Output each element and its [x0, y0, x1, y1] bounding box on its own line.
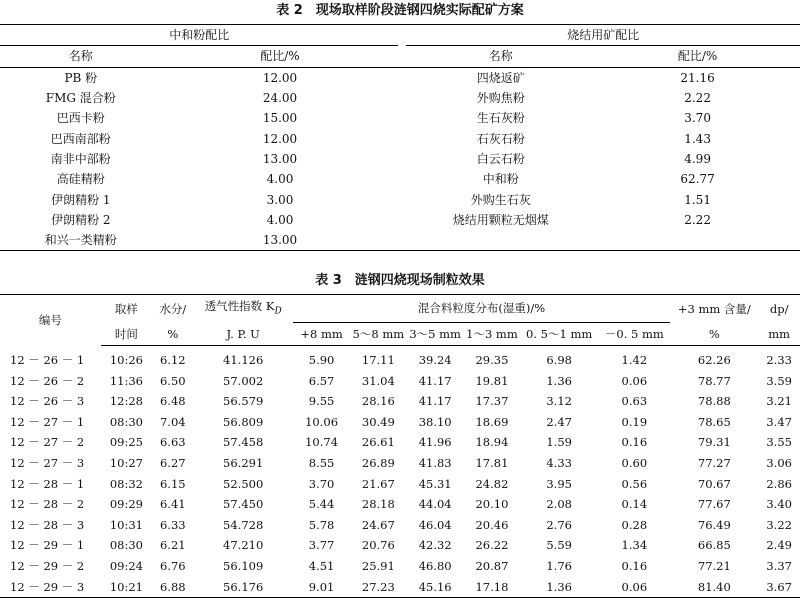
- table3-05to1: 4.33: [546, 456, 572, 471]
- table3-plus3-content: 76.49: [697, 517, 731, 532]
- table3-1to3: 18.94: [475, 435, 509, 450]
- table3-id: 12 － 26 － 3: [10, 394, 85, 409]
- table3-plus3-content: 78.77: [697, 373, 731, 388]
- table3-05to1: 5.59: [546, 538, 572, 553]
- table3-minus05: 1.42: [621, 353, 648, 368]
- table3-water: 6.12: [159, 353, 186, 368]
- table2-right-name: [406, 230, 595, 251]
- table3-3to5: 38.10: [418, 414, 452, 429]
- table3-plus3-content: 79.31: [697, 435, 731, 450]
- table3-minus05: 1.34: [621, 538, 648, 553]
- table3-time: 09:29: [109, 497, 143, 512]
- table2-header-name-right: 名称: [406, 46, 595, 67]
- table3-5to8: 24.67: [361, 517, 395, 532]
- table3-plus8: 9.01: [293, 576, 351, 597]
- table3-time: 08:32: [109, 476, 143, 491]
- table2-group-left: 中和粉配比: [0, 25, 398, 46]
- table2-row: [0, 149, 800, 169]
- table3-1to3: 24.82: [475, 476, 509, 491]
- table3-permeability: 56.579: [223, 394, 264, 409]
- table3-plus8: 5.78: [308, 517, 335, 532]
- table3-dp: 3.55: [766, 435, 792, 450]
- table3-header-dist-1: 5～8 mm: [350, 322, 406, 345]
- table3-5to8: 28.18: [361, 497, 395, 512]
- table3-dp: 3.06: [766, 456, 792, 471]
- table2-header-ratio-left: 配比/%: [162, 46, 399, 67]
- table3-05to1: 1.59: [546, 435, 572, 450]
- table3-plus3-content: 66.85: [697, 538, 731, 553]
- table3-water: 6.88: [152, 576, 194, 597]
- table2-right-name: 白云石粉: [476, 151, 525, 166]
- table2-left-ratio: 13.00: [262, 151, 298, 166]
- table3-water: 6.27: [159, 456, 186, 471]
- table2-left-ratio: 15.00: [262, 111, 298, 126]
- table3-5to8: 17.11: [361, 353, 395, 368]
- table3-time: 12:28: [109, 394, 143, 409]
- table3-plus8: 9.55: [308, 394, 335, 409]
- table2-right-ratio: 2.22: [684, 212, 711, 227]
- table2-left-name: 巴西卡粉: [56, 111, 105, 126]
- table3-05to1: 2.47: [546, 414, 572, 429]
- table2-left-ratio: 24.00: [262, 91, 298, 106]
- table2-right-name: 烧结用颗粒无烟煤: [452, 212, 549, 227]
- table2-right-name: 外购生石灰: [470, 192, 531, 207]
- table3-minus05: 0.56: [621, 476, 648, 491]
- table3-plus3-content: 70.67: [697, 476, 731, 491]
- table3-minus05: 0.63: [621, 394, 648, 409]
- table3-dp: 3.47: [766, 414, 792, 429]
- table2-right-ratio: [595, 230, 800, 251]
- table3-plus8: 10.06: [305, 414, 339, 429]
- table3-plus8: 8.55: [308, 456, 335, 471]
- table3-row: [0, 494, 800, 515]
- table3-row: [0, 473, 800, 494]
- table3-plus8: 5.90: [308, 353, 335, 368]
- table2-left-name: 南非中部粉: [50, 151, 111, 166]
- table3-5to8: 20.76: [361, 538, 395, 553]
- table2-left-ratio: 12.00: [262, 70, 298, 85]
- table3-time: 09:24: [109, 559, 143, 574]
- table3-permeability: 41.126: [223, 353, 264, 368]
- table3-time: 10:27: [109, 456, 143, 471]
- table3-row: [0, 412, 800, 433]
- table3-plus3-content: 62.26: [697, 353, 731, 368]
- table3-header-water-top: 水分/: [152, 295, 194, 323]
- table3-plus8: 6.57: [308, 373, 335, 388]
- table2-row: [0, 210, 800, 230]
- table3-dp: 3.37: [766, 559, 792, 574]
- table3-water: 6.76: [159, 559, 186, 574]
- table3-3to5: 41.83: [418, 456, 452, 471]
- table3-time: 08:30: [109, 538, 143, 553]
- table3-permeability: 52.500: [223, 476, 264, 491]
- table3-header-dist-0: +8 mm: [293, 322, 351, 345]
- table3-3to5: 46.04: [418, 517, 452, 532]
- table3-permeability: 56.809: [223, 414, 264, 429]
- table3-1to3: 26.22: [475, 538, 509, 553]
- table2-left-name: 和兴一类精粉: [0, 230, 162, 251]
- table3-permeability: 57.450: [223, 497, 264, 512]
- table3-row: [0, 576, 800, 597]
- table3-row: [0, 370, 800, 391]
- table3-header-time-top: 取样: [101, 295, 152, 323]
- table3-water: 7.04: [159, 414, 186, 429]
- table3-water: 6.15: [159, 476, 186, 491]
- table3-row: [0, 515, 800, 536]
- table3-id: 12 － 29 － 1: [10, 538, 85, 553]
- table3-row: [0, 391, 800, 412]
- table2-left-name: 伊朗精粉 2: [51, 212, 111, 227]
- table3-3to5: 39.24: [418, 353, 452, 368]
- table2-header-ratio-right: 配比/%: [595, 46, 800, 67]
- table3-id: 12 － 27 － 2: [10, 435, 85, 450]
- table3-time: 10:31: [109, 517, 143, 532]
- table2-row: [0, 88, 800, 108]
- table3-3to5: 42.32: [418, 538, 452, 553]
- table3-3to5: 45.16: [406, 576, 464, 597]
- table2-left-ratio: 4.00: [266, 212, 294, 227]
- table2-row: [0, 230, 800, 251]
- table3-dp: 3.22: [766, 517, 792, 532]
- table3-1to3: 17.18: [464, 576, 520, 597]
- table3-row: [0, 432, 800, 453]
- table2-right-ratio: 1.43: [684, 131, 711, 146]
- table2-right-name: 中和粉: [482, 172, 519, 187]
- table3-header-perm-bottom: J. P. U: [194, 322, 293, 345]
- table3-permeability: 47.210: [223, 538, 264, 553]
- table3-header-dist-4: 0. 5～1 mm: [520, 322, 598, 345]
- table3-minus05: 0.60: [621, 456, 648, 471]
- table2-right-ratio: 3.70: [684, 111, 711, 126]
- table2-left-name: 高硅精粉: [56, 172, 105, 187]
- table3-row: [0, 345, 800, 370]
- table3-water: 6.48: [159, 394, 186, 409]
- table2-right-ratio: 62.77: [680, 172, 715, 187]
- table3-plus8: 10.74: [305, 435, 339, 450]
- table3-minus05: 0.19: [621, 414, 648, 429]
- table2-right-ratio: 4.99: [684, 151, 711, 166]
- table3-permeability: 56.291: [223, 456, 264, 471]
- table3-1to3: 19.81: [475, 373, 509, 388]
- table3-permeability: 56.176: [194, 576, 293, 597]
- table3-1to3: 29.35: [475, 353, 509, 368]
- table2-row: [0, 108, 800, 128]
- table3-1to3: 20.46: [475, 517, 509, 532]
- table3-header-water-bottom: %: [152, 322, 194, 345]
- table3-id: 12 － 28 － 1: [10, 476, 85, 491]
- table3-1to3: 18.69: [475, 414, 509, 429]
- table2-left-ratio: 13.00: [162, 230, 399, 251]
- table3-plus3-content: 77.21: [697, 559, 731, 574]
- table3-water: 6.41: [159, 497, 186, 512]
- table3-plus3-content: 77.67: [697, 497, 731, 512]
- table2-left-name: 伊朗精粉 1: [51, 192, 111, 207]
- table3-row: [0, 453, 800, 474]
- table3-plus3-content: 81.40: [670, 576, 758, 597]
- table3-header-dp-bottom: mm: [758, 322, 800, 345]
- table3-5to8: 26.89: [361, 456, 395, 471]
- table3-05to1: 3.12: [546, 394, 572, 409]
- table3-time: 11:36: [109, 373, 143, 388]
- table3-row: [0, 535, 800, 556]
- table3-minus05: 0.06: [621, 373, 648, 388]
- table2-right-ratio: 1.51: [684, 192, 711, 207]
- table3-dp: 3.21: [766, 394, 792, 409]
- table2-right-name: 石灰石粉: [476, 131, 525, 146]
- table2-left-name: FMG 混合粉: [45, 91, 116, 106]
- table3-water: 6.21: [159, 538, 186, 553]
- table3-minus05: 0.14: [621, 497, 648, 512]
- table2-left-ratio: 3.00: [266, 192, 294, 207]
- table3-permeability: 57.458: [223, 435, 264, 450]
- table3-plus8: 3.70: [308, 476, 335, 491]
- table3-minus05: 0.06: [598, 576, 670, 597]
- table3-id: 12 － 27 － 3: [10, 456, 85, 471]
- table3-5to8: 28.16: [361, 394, 395, 409]
- table3-plus3-content: 77.27: [697, 456, 731, 471]
- table2-row: [0, 189, 800, 209]
- table2-left-ratio: 12.00: [262, 131, 298, 146]
- table2-right-ratio: 21.16: [680, 70, 715, 85]
- table3-permeability: 54.728: [223, 517, 264, 532]
- table3-dp: 2.33: [766, 353, 792, 368]
- table3-5to8: 27.23: [350, 576, 406, 597]
- table3-minus05: 0.28: [621, 517, 648, 532]
- table3-3to5: 46.80: [418, 559, 452, 574]
- table2: [0, 24, 800, 251]
- table3-minus05: 0.16: [621, 559, 648, 574]
- table3-3to5: 41.96: [418, 435, 452, 450]
- table3-permeability: 56.109: [223, 559, 264, 574]
- table3-05to1: 3.95: [546, 476, 572, 491]
- table3-05to1: 1.76: [546, 559, 572, 574]
- table3-header-id: 编号: [0, 295, 101, 346]
- table2-right-name: 外购焦粉: [476, 91, 525, 106]
- table2-group-right: 烧结用矿配比: [406, 25, 800, 46]
- table3-time: 09:25: [109, 435, 143, 450]
- table3-id: 12 － 26 － 1: [10, 352, 85, 367]
- table3-header-dist-2: 3～5 mm: [406, 322, 464, 345]
- table3-dp: 3.59: [766, 373, 792, 388]
- table3-3to5: 45.31: [418, 476, 452, 491]
- table2-right-name: 生石灰粉: [476, 111, 525, 126]
- table3-minus05: 0.16: [621, 435, 648, 450]
- table3-3to5: 41.17: [418, 394, 452, 409]
- table3-permeability: 57.002: [223, 373, 264, 388]
- table3-time: 08:30: [109, 414, 143, 429]
- table3: [0, 294, 800, 598]
- table3-water: 6.50: [159, 373, 186, 388]
- table3-header-perm-top: 透气性指数 $K_D$: [194, 295, 293, 323]
- table2-row: [0, 169, 800, 189]
- table3-plus8: 5.44: [308, 497, 335, 512]
- table3-3to5: 41.17: [418, 373, 452, 388]
- table3-plus8: 4.51: [308, 559, 335, 574]
- table3-title: 表 3 涟钢四烧现场制粒效果: [315, 273, 485, 288]
- table2-left-name: PB 粉: [64, 70, 98, 85]
- table3-1to3: 20.10: [475, 497, 509, 512]
- table3-5to8: 21.67: [361, 476, 395, 491]
- table2-left-ratio: 4.00: [266, 172, 294, 187]
- table2-header-name-left: 名称: [0, 46, 162, 67]
- table3-1to3: 17.37: [475, 394, 509, 409]
- table3-5to8: 31.04: [361, 373, 395, 388]
- table3-id: 12 － 26 － 2: [10, 373, 85, 388]
- table3-id: 12 － 28 － 3: [10, 517, 85, 532]
- table3-plus3-content: 78.88: [697, 394, 731, 409]
- table3-5to8: 25.91: [361, 559, 395, 574]
- table3-5to8: 30.49: [361, 414, 395, 429]
- table3-id: 12 － 29 － 2: [10, 559, 85, 574]
- table3-05to1: 2.08: [546, 497, 572, 512]
- table3-header-time-bottom: 时间: [101, 322, 152, 345]
- table2-title: 表 2 现场取样阶段涟钢四烧实际配矿方案: [276, 3, 524, 18]
- table3-header-dist-group: 混合料粒度分布(湿重)/%: [293, 295, 671, 323]
- table3-id: 12 － 29 － 3: [0, 576, 101, 597]
- table3-dp: 3.40: [766, 497, 792, 512]
- table3-plus8: 3.77: [308, 538, 335, 553]
- table3-header-plus3-bottom: %: [670, 322, 758, 345]
- table3-plus3-content: 78.65: [697, 414, 731, 429]
- table3-dp: 2.86: [766, 476, 792, 491]
- table3-row: [0, 556, 800, 577]
- table3-5to8: 26.61: [361, 435, 395, 450]
- table3-dp: 3.67: [758, 576, 800, 597]
- table3-id: 12 － 28 － 2: [10, 497, 85, 512]
- table3-05to1: 2.76: [546, 517, 572, 532]
- table3-05to1: 1.36: [520, 576, 598, 597]
- table3-water: 6.63: [159, 435, 186, 450]
- table3-05to1: 1.36: [546, 373, 572, 388]
- table2-left-name: 巴西南部粉: [50, 131, 111, 146]
- table3-header-dist-3: 1～3 mm: [464, 322, 520, 345]
- table2-right-ratio: 2.22: [684, 91, 711, 106]
- table3-header-dp-top: dp/: [758, 295, 800, 323]
- table3-1to3: 17.81: [475, 456, 509, 471]
- table2-right-name: 四烧返矿: [476, 70, 525, 85]
- table2-row: [0, 67, 800, 88]
- table3-3to5: 44.04: [418, 497, 452, 512]
- table3-time: 10:21: [101, 576, 152, 597]
- table3-time: 10:26: [109, 353, 143, 368]
- table3-id: 12 － 27 － 1: [10, 414, 85, 429]
- table3-header-plus3-top: +3 mm 含量/: [670, 295, 758, 323]
- table3-05to1: 6.98: [546, 353, 572, 368]
- table3-water: 6.33: [159, 517, 186, 532]
- table3-header-dist-5: －0. 5 mm: [598, 322, 670, 345]
- table3-dp: 2.49: [766, 538, 792, 553]
- table3-1to3: 20.87: [475, 559, 509, 574]
- table2-row: [0, 128, 800, 148]
